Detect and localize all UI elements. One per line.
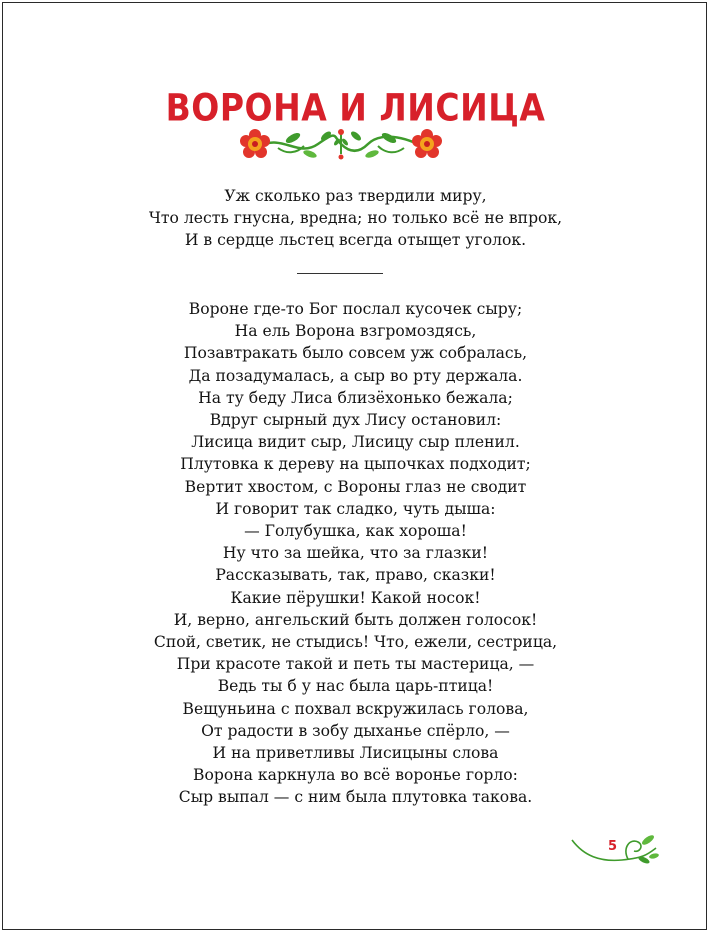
page-number-flourish bbox=[570, 826, 660, 872]
poem-line: Что лесть гнусна, вредна; но только всё не впрок, bbox=[148, 209, 563, 228]
poem-line: Вертит хвостом, с Вороны глаз не сводит bbox=[184, 477, 527, 496]
poem-line: Сыр выпал — с ним была плутовка такова. bbox=[178, 788, 533, 807]
poem-line: Да позадумалась, а сыр во рту держала. bbox=[188, 366, 523, 385]
poem-line: — Голубушка, как хороша! bbox=[244, 522, 467, 541]
stanza-main bbox=[0, 298, 711, 809]
poem-line: Вещуньина с похвал вскружилась голова, bbox=[182, 699, 529, 718]
page-number: 5 bbox=[608, 839, 618, 854]
poem-line: Вдруг сырный дух Лису остановил: bbox=[209, 411, 502, 430]
poem-line: На ту беду Лиса близёхонько бежала; bbox=[198, 388, 513, 407]
poem-line: Ну что за шейка, что за глазки! bbox=[222, 544, 489, 563]
floral-ornament-icon bbox=[238, 124, 444, 164]
poem-line: Плутовка к дереву на цыпочках подходит; bbox=[180, 455, 531, 474]
poem-line: Какие пёрушки! Какой носок! bbox=[230, 588, 481, 607]
poem-line: На ель Ворона взгромоздясь, bbox=[234, 322, 477, 341]
poem-line: От радости в зобу дыханье спёрло, — bbox=[201, 721, 510, 740]
poem-title: ВОРОНА И ЛИСИЦА bbox=[165, 85, 546, 130]
poem-line: И, верно, ангельский быть должен голосок! bbox=[173, 610, 538, 629]
poem-line: И говорит так сладко, чуть дыша: bbox=[215, 499, 496, 518]
poem-line: Ведь ты б у нас была царь-птица! bbox=[217, 677, 494, 696]
poem-line: Спой, светик, не стыдись! Что, ежели, сестрица, bbox=[153, 633, 558, 652]
poem-line: Позавтракать было совсем уж собралась, bbox=[183, 344, 528, 363]
poem-line: И на приветливы Лисицыны слова bbox=[212, 744, 499, 763]
poem-line: Вороне где-то Бог послал кусочек сыру; bbox=[188, 300, 523, 318]
poem-line: Уж сколько раз твердили миру, bbox=[224, 187, 487, 205]
poem-line: Ворона каркнула во всё воронье горло: bbox=[193, 766, 518, 785]
stanza-intro bbox=[0, 185, 711, 252]
poem-line: Лисица видит сыр, Лисицу сыр пленил. bbox=[191, 433, 520, 452]
stanza-divider bbox=[297, 273, 383, 274]
poem-line: При красоте такой и петь ты мастерица, — bbox=[176, 655, 535, 674]
poem-line: И в сердце льстец всегда отыщет уголок. bbox=[184, 231, 527, 250]
poem-line: Рассказывать, так, право, сказки! bbox=[215, 566, 496, 585]
